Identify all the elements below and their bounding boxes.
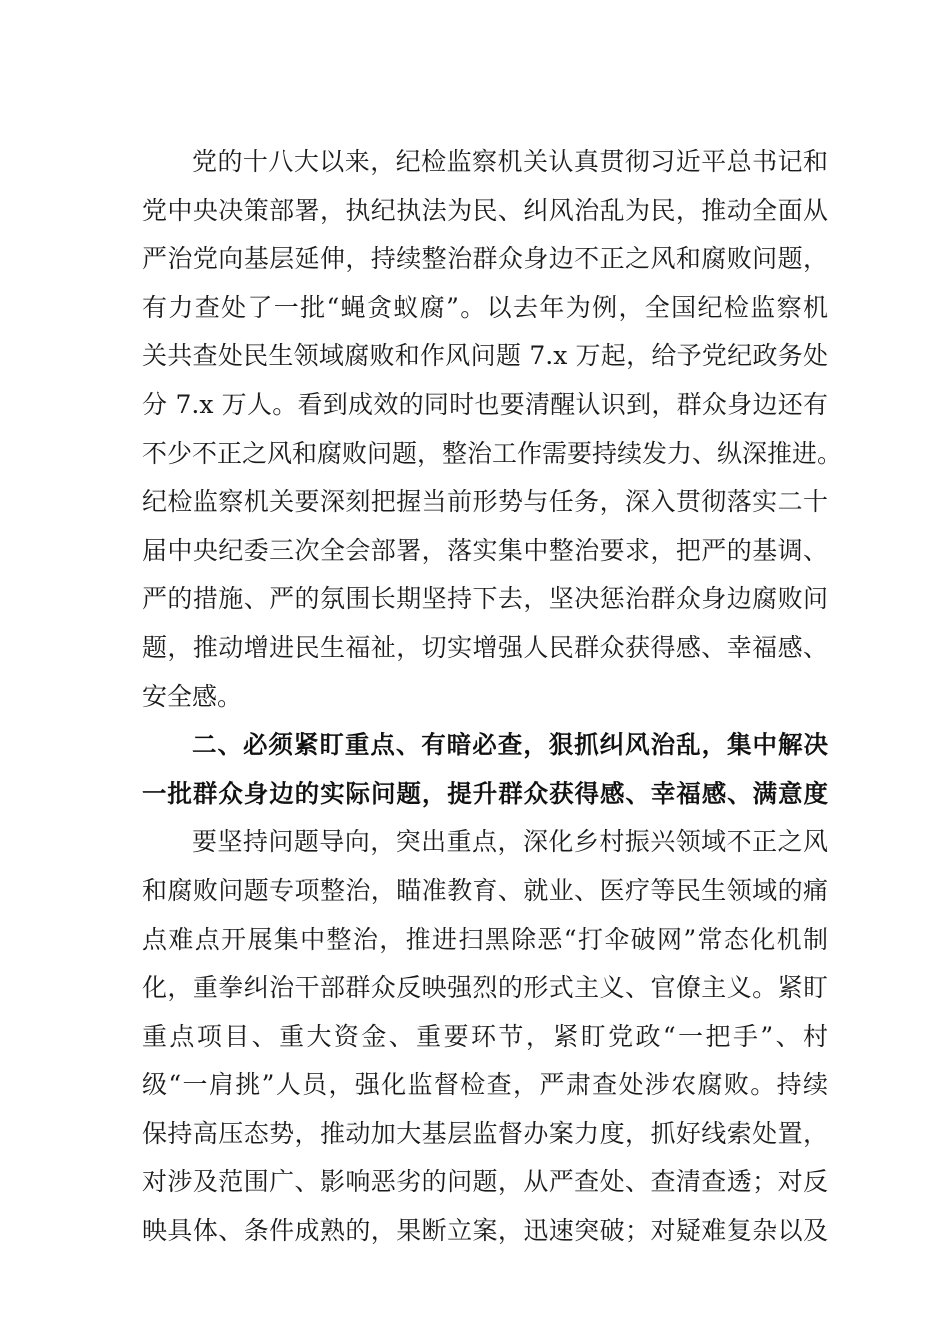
paragraph-line: 届中央纪委三次全会部署，落实集中整治要求，把严的基调、 [142,535,828,565]
paragraph-line: 重点项目、重大资金、重要环节，紧盯党政“一把手”、村 [142,1021,828,1051]
paragraph-line: 点难点开展集中整治，推进扫黑除恶“打伞破网”常态化机制 [142,924,828,954]
paragraph-1 [142,138,843,721]
paragraph-line: 有力查处了一批“蝇贪蚁腐”。以去年为例，全国纪检监察机 [142,292,828,322]
paragraph-line: 和腐败问题专项整治，瞄准教育、就业、医疗等民生领域的痛 [142,875,828,905]
paragraph-line: 安全感。 [142,681,243,711]
paragraph-line: 要坚持问题导向，突出重点，深化乡村振兴领域不正之风 [192,827,828,857]
paragraph-line: 对涉及范围广、影响恶劣的问题，从严查处、查清查透；对反 [142,1167,828,1197]
paragraph-line: 党的十八大以来，纪检监察机关认真贯彻习近平总书记和 [192,147,828,176]
heading-line: 一批群众身边的实际问题，提升群众获得感、幸福感、满意度 [142,778,828,808]
paragraph-line: 严的措施、严的氛围长期坚持下去，坚决惩治群众身边腐败问 [142,584,828,614]
paragraph-line: 映具体、条件成熟的，果断立案，迅速突破；对疑难复杂以及 [142,1216,828,1246]
heading-line: 二、必须紧盯重点、有暗必查，狠抓纠风治乱，集中解决 [192,730,828,760]
paragraph-line: 不少不正之风和腐败问题，整治工作需要持续发力、纵深推进。 [142,438,843,468]
paragraph-line: 保持高压态势，推动加大基层监督办案力度，抓好线索处置， [142,1118,828,1148]
paragraph-line: 级“一肩挑”人员，强化监督检查，严肃查处涉农腐败。持续 [142,1070,828,1100]
paragraph-line: 党中央决策部署，执纪执法为民、纠风治乱为民，推动全面从 [142,195,828,225]
paragraph-line: 关共查处民生领域腐败和作风问题 7.x 万起，给予党纪政务处 [142,341,828,371]
section-heading-2 [142,721,828,818]
paragraph-line: 题，推动增进民生福祉，切实增强人民群众获得感、幸福感、 [142,632,828,662]
paragraph-line: 严治党向基层延伸，持续整治群众身边不正之风和腐败问题， [142,244,828,274]
paragraph-line: 纪检监察机关要深刻把握当前形势与任务，深入贯彻落实二十 [142,487,828,517]
paragraph-2 [142,818,828,1255]
document-body [142,138,843,1256]
paragraph-line: 化，重拳纠治干部群众反映强烈的形式主义、官僚主义。紧盯 [142,973,828,1003]
paragraph-line: 分 7.x 万人。看到成效的同时也要清醒认识到，群众身边还有 [142,389,828,419]
